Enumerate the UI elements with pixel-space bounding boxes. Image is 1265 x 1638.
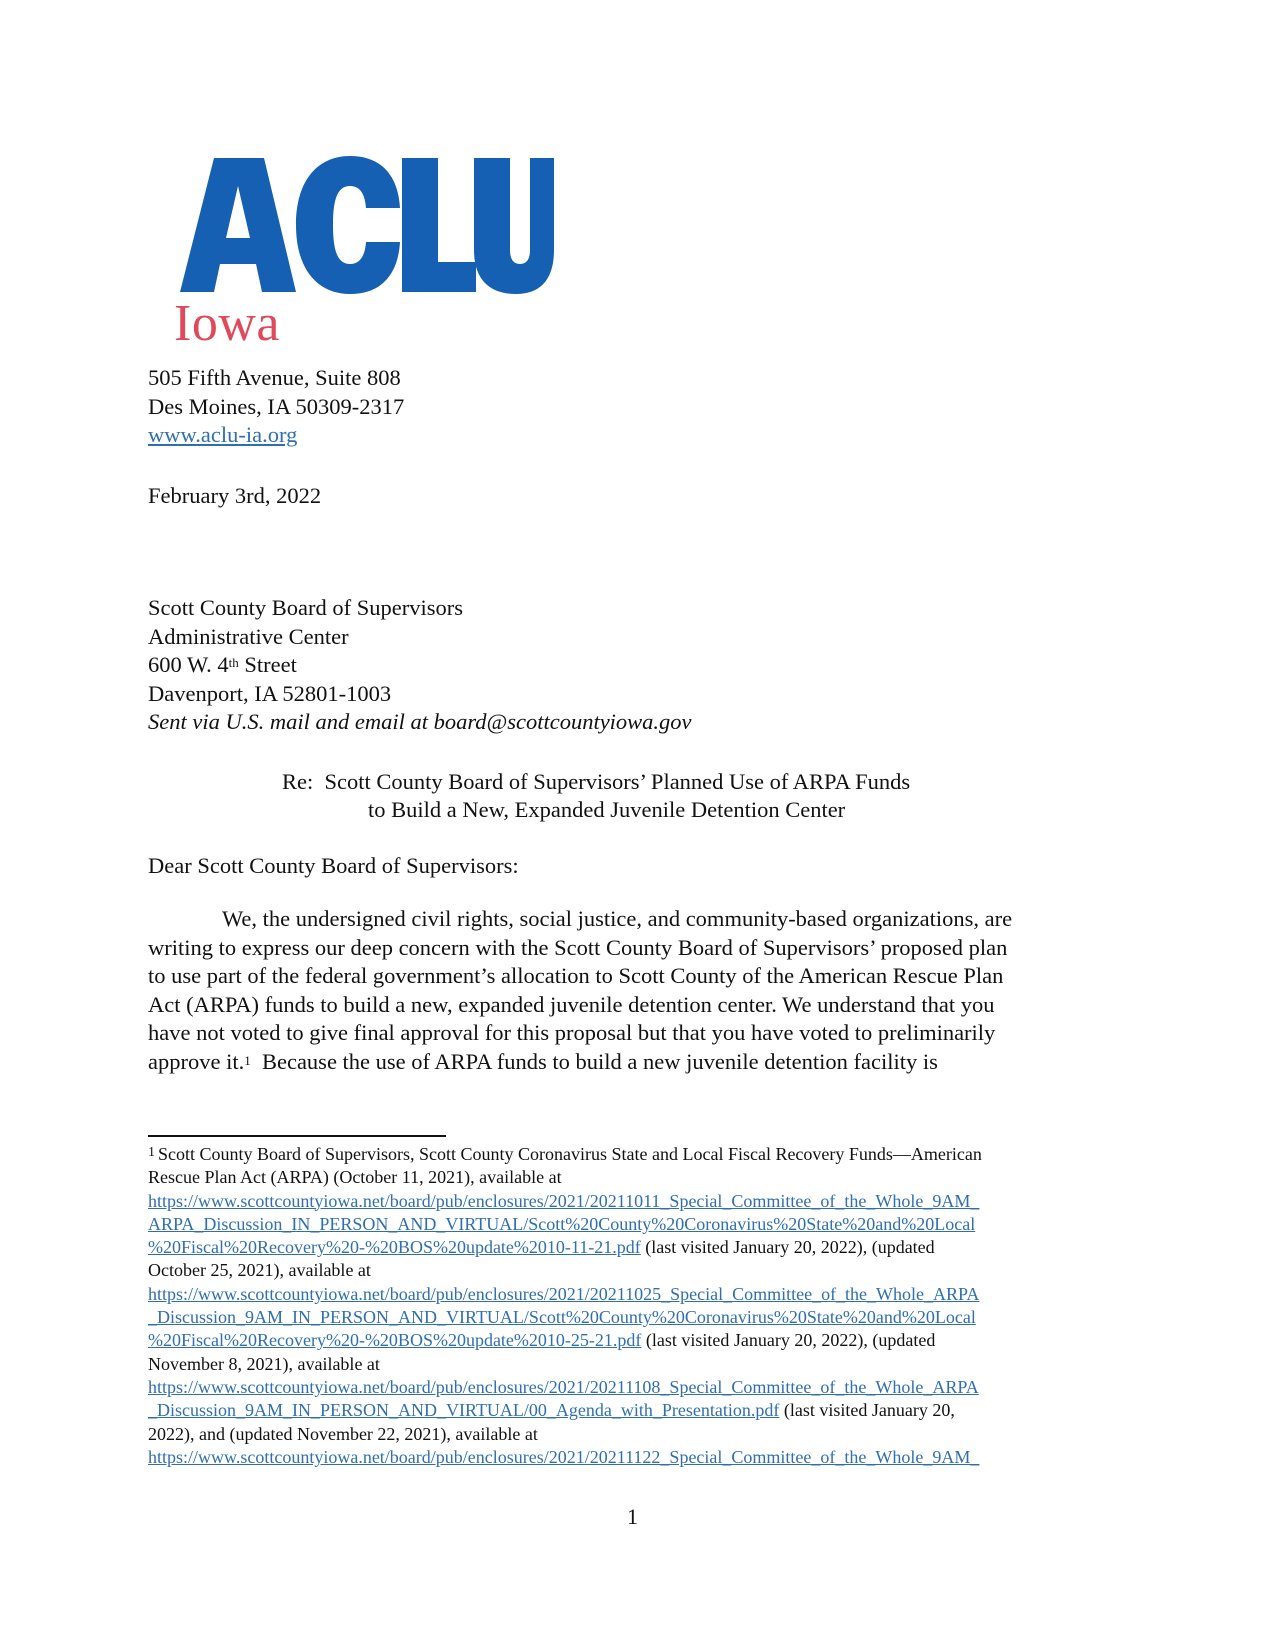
footnote-line: November 8, 2021), available at xyxy=(148,1353,380,1374)
body-text: Because the use of ARPA funds to build a new juvenile detention facility is xyxy=(250,1048,938,1074)
page-number: 1 xyxy=(627,1504,638,1529)
street-ordinal: th xyxy=(228,655,239,670)
footnote-link-1[interactable]: https://www.scottcountyiowa.net/board/pub/enclosures/2021/20211011_Special_Committee_of_the_Whole_9AM_ xyxy=(148,1190,980,1211)
subject-line-1: Re: Scott County Board of Supervisors’ Planned Use of ARPA Funds xyxy=(282,769,911,794)
sender-address xyxy=(148,364,404,450)
body-line: writing to express our deep concern with the Scott County Board of Supervisors’ proposed plan xyxy=(148,934,1008,960)
delivery-note: Sent via U.S. mail and email at board@scottcountyiowa.gov xyxy=(148,709,692,734)
footnote-link-3[interactable]: _Discussion_9AM_IN_PERSON_AND_VIRTUAL/00_Agenda_with_Presentation.pdf xyxy=(148,1400,780,1421)
letterhead-state: Iowa xyxy=(174,295,280,352)
body-line xyxy=(148,1048,1098,1077)
recipient-street xyxy=(148,651,692,680)
street-number: 600 W. 4 xyxy=(148,652,229,677)
footnote-link-2[interactable]: %20Fiscal%20Recovery%20-%20BOS%20update%2010-25-21.pdf xyxy=(148,1330,642,1351)
salutation: Dear Scott County Board of Supervisors: xyxy=(148,853,519,878)
footnote-reference[interactable]: 1 xyxy=(244,1052,251,1068)
body-line: We, the undersigned civil rights, social justice, and community-based organizations, are xyxy=(222,906,1013,931)
body-line: Act (ARPA) funds to build a new, expanded juvenile detention center. We understand that you xyxy=(148,991,995,1017)
footnote-link-4[interactable]: https://www.scottcountyiowa.net/board/pub/enclosures/2021/20211122_Special_Committee_of_the_Whole_9AM_ xyxy=(148,1446,980,1467)
recipient-name: Scott County Board of Supervisors xyxy=(148,595,463,620)
aclu-logo xyxy=(176,150,556,300)
body-paragraph xyxy=(148,905,1098,1076)
letter-date: February 3rd, 2022 xyxy=(148,483,322,508)
footnote-link-1[interactable]: %20Fiscal%20Recovery%20-%20BOS%20update%2010-11-21.pdf xyxy=(148,1237,641,1258)
footnote-line: October 25, 2021), available at xyxy=(148,1260,371,1281)
footnote-text: (last visited January 20, 2022), (updated xyxy=(641,1330,936,1351)
footnote-link-3[interactable]: https://www.scottcountyiowa.net/board/pub/enclosures/2021/20211108_Special_Committee_of_the_Whole_ARPA xyxy=(148,1376,979,1397)
footnote-text: (last visited January 20, 2022), (updated xyxy=(640,1237,935,1258)
footnote-link-2[interactable]: _Discussion_9AM_IN_PERSON_AND_VIRTUAL/Scott%20County%20Coronavirus%20State%20and%20Local xyxy=(148,1307,976,1328)
subject-line-2: to Build a New, Expanded Juvenile Detention Center xyxy=(368,797,846,822)
recipient-city: Davenport, IA 52801-1003 xyxy=(148,680,392,706)
footnote-text: Scott County Board of Supervisors, Scott County Coronavirus State and Local Fiscal Recovery Funds—American xyxy=(158,1144,982,1164)
recipient-dept: Administrative Center xyxy=(148,623,349,649)
body-line: to use part of the federal government’s allocation to Scott County of the American Rescue Plan xyxy=(148,963,1004,988)
footnote-link-1[interactable]: ARPA_Discussion_IN_PERSON_AND_VIRTUAL/Scott%20County%20Coronavirus%20State%20and%20Local xyxy=(148,1213,976,1234)
footnote-separator xyxy=(148,1135,446,1137)
footnote-number: 1 xyxy=(148,1145,155,1160)
footnote-line xyxy=(148,1143,1108,1166)
aclu-logo-mark-icon xyxy=(176,150,556,300)
body-text: approve it. xyxy=(148,1048,245,1074)
footnote-line: 2022), and (updated November 22, 2021), available at xyxy=(148,1423,538,1444)
address-line-1: 505 Fifth Avenue, Suite 808 xyxy=(148,365,401,390)
footnote xyxy=(148,1143,1108,1469)
body-line: have not voted to give final approval for this proposal but that you have voted to preliminarily xyxy=(148,1020,996,1045)
recipient-block xyxy=(148,594,692,737)
street-name: Street xyxy=(238,652,297,677)
footnote-line: Rescue Plan Act (ARPA) (October 11, 2021), available at xyxy=(148,1167,562,1188)
website-link[interactable]: www.aclu-ia.org xyxy=(148,422,298,447)
footnote-text: (last visited January 20, xyxy=(779,1400,955,1421)
address-line-2: Des Moines, IA 50309-2317 xyxy=(148,393,405,419)
footnote-link-2[interactable]: https://www.scottcountyiowa.net/board/pub/enclosures/2021/20211025_Special_Committee_of_the_Whole_ARPA xyxy=(148,1283,980,1304)
